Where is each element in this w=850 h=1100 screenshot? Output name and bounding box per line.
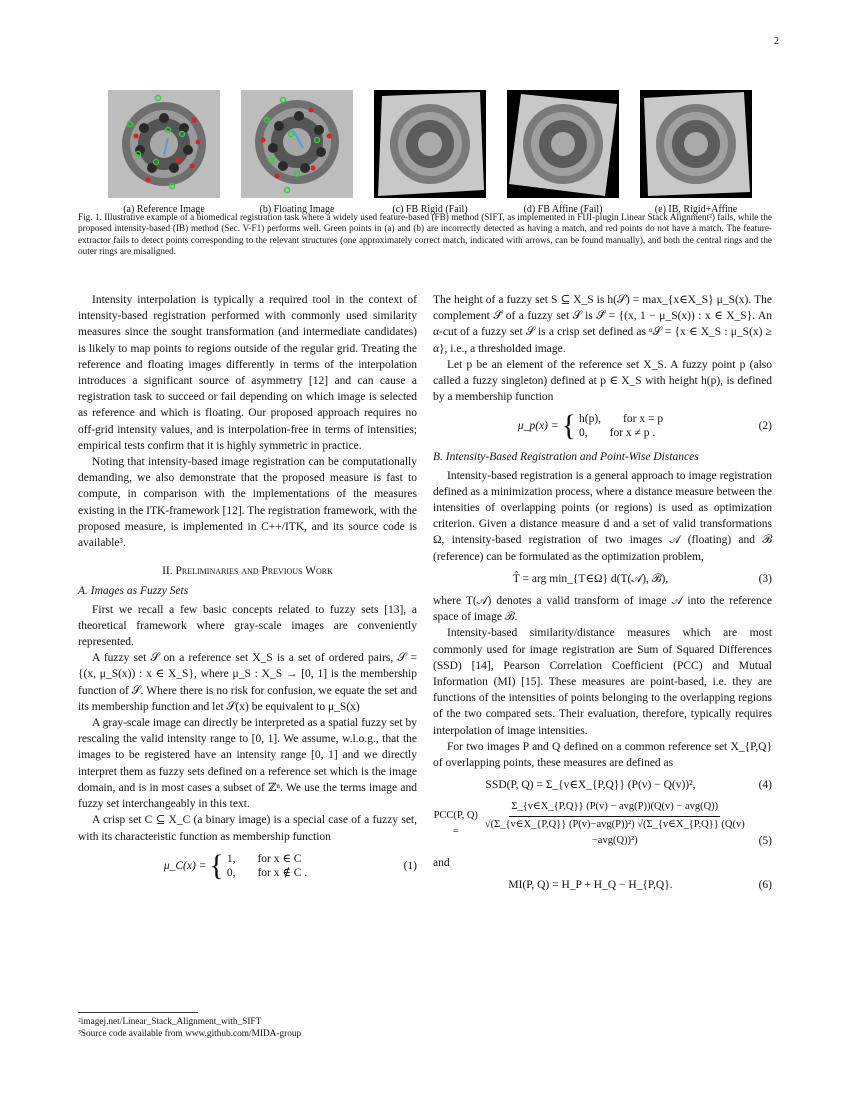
subsection-heading: A. Images as Fuzzy Sets xyxy=(78,585,189,598)
paragraph: The height of a fuzzy set S ⊆ X_S is h(𝒮) = max_{x∈X_S} μ_S(x). The complement 𝒮̄ of a fuzzy set 𝒮 is 𝒮̄ = {(x, 1 − μ_S(x)) : x ∈ X_S}. An α-cut of a fuzzy set 𝒮 is a crisp set defined as ᵅ𝒮 = {x ∈ X_S : μ_S(x) ≥ α}, i.e., a thresholded image. xyxy=(433,294,772,355)
fraction-denominator: √(Σ_{v∈X_{P,Q}} (P(v)−avg(P))²) √(Σ_{v∈X_{P,Q}} (Q(v)−avg(Q))²) xyxy=(484,818,745,846)
ib-rigid-affine-image xyxy=(640,90,752,198)
subfigure-b xyxy=(233,90,361,215)
footnote: ³Source code available from www.github.com/MIDA-group xyxy=(78,1029,302,1039)
floating-image xyxy=(241,90,353,198)
figure-1 xyxy=(100,90,760,215)
paragraph: For two images P and Q defined on a common reference set X_{P,Q} of overlapping points, these measures are defined as xyxy=(433,740,772,770)
left-brace: { xyxy=(209,848,224,882)
equation-lhs: μ_C(x) = xyxy=(163,859,207,872)
case-value: 0, xyxy=(226,866,236,879)
equation-4 xyxy=(433,777,772,793)
fb-rigid-image xyxy=(374,90,486,198)
page-number: 2 xyxy=(774,36,779,47)
subfigure-caption: (a) Reference Image xyxy=(123,204,205,215)
equation-number: (2) xyxy=(758,420,772,433)
equation-body: T̂ = arg min_{T∈Ω} d(T(𝒜), ℬ), xyxy=(512,572,669,585)
figure-caption: Fig. 1. Illustrative example of a biomedical registration task where a widely used feature-based (FB) method (SIFT, as implemented in FIJI-plugin Linear Stack Alignment²) fails, while the proposed intensity-based (IB) method (Sec. V-F1) performs well. Green points in (a) and (b) are incorrectly detected as having a match, and red points do not have a match. The feature-extractor fails to detect points corresponding to the relevant structures (one approximately correct match, indicated with arrows, can be found manually), and both the central rings and the outer rings are misaligned. xyxy=(78,212,772,256)
paragraph: Let p be an element of the reference set X_S. A fuzzy point p (also called a fuzzy singleton) defined at p ∈ X_S with height h(p), is defined by a membership function xyxy=(433,358,772,404)
paragraph: Noting that intensity-based image registration can be computationally demanding, we also demonstrate that the proposed measure is fast to compute, in comparison with the implementations of the measures existing in the ITK-framework [12]. The registration framework, with the proposed measure, is implemented in C++/ITK, and its source code is available³. xyxy=(78,456,417,550)
paragraph: First we recall a few basic concepts related to fuzzy sets [13], a theoretical framework where gray-scale images are conveniently represented. xyxy=(78,603,417,649)
fraction xyxy=(482,799,748,849)
subfigure-a xyxy=(100,90,228,215)
left-column xyxy=(78,292,417,887)
left-brace: { xyxy=(561,409,576,443)
case-condition: for x = p xyxy=(623,413,664,426)
equation-3 xyxy=(433,571,772,587)
equation-body: SSD(P, Q) = Σ_{v∈X_{P,Q}} (P(v) − Q(v))², xyxy=(485,779,696,792)
case-condition: for x ≠ p . xyxy=(609,427,656,440)
case-value: 0, xyxy=(579,427,588,440)
paragraph: Intensity-based registration is a general approach to image registration defined as a minimization process, where a distance measure between the intensities of overlapping points (or regions) is used as optimization criterion. Given a distance measure d and a set of valid transformations Ω, intensity-based registration of two images 𝒜 (floating) and ℬ (reference) can be formulated as the optimization problem, xyxy=(433,469,772,563)
equation-number: (6) xyxy=(758,879,772,892)
section-heading: II. Preliminaries and Previous Work xyxy=(162,565,333,578)
case-condition: for x ∈ C xyxy=(257,852,302,865)
right-column xyxy=(433,292,772,900)
fraction-numerator: Σ_{v∈X_{P,Q}} (P(v) − avg(P))(Q(v) − avg(Q)) xyxy=(509,799,720,816)
paragraph: Intensity interpolation is typically a required tool in the context of intensity-based registration performed with commonly used similarity measures since the sought transformation (and intermediate candidates) is likely to map points to regions outside of the regular grid. Treating the reference and floating images differently in terms of the interpolation introduces a significant source of asymmetry [12] and can cause a registration task to succeed or fail depending on which image is selected as reference and which is floating. Our proposed approach requires no off-grid intensity values, and is interpolation-free in terms of intensities; empirical tests confirm that it is highly symmetric in practice. xyxy=(78,294,417,452)
equation-number: (5) xyxy=(758,834,772,847)
footnotes xyxy=(78,1012,417,1040)
paragraph: A crisp set C ⊆ X_C (a binary image) is a special case of a fuzzy set, with its characteristic function as membership function xyxy=(78,814,417,843)
equation-1 xyxy=(78,848,417,882)
subfigure-d xyxy=(499,90,627,215)
paragraph: and xyxy=(433,857,450,870)
equation-number: (1) xyxy=(403,859,417,872)
equation-6 xyxy=(433,877,772,893)
equation-body: MI(P, Q) = H_P + H_Q − H_{P,Q}. xyxy=(508,879,673,892)
equation-number: (3) xyxy=(758,572,772,585)
subfigure-caption: (e) IB, Rigid+Affine xyxy=(654,204,738,215)
paragraph: Intensity-based similarity/distance measures which are most commonly used for image registration are Sum of Squared Differences (SSD) [14], Pearson Correlation Coefficient (PCC) and Mutual Information (MI) [15]. These measures are point-based, i.e. they are functions of the intensities of points belonging to the overlapping regions of the two compared sets. Their evaluation, therefore, typically requires interpolation of image intensities. xyxy=(433,627,772,737)
paragraph: where T(𝒜) denotes a valid transform of image 𝒜 into the reference space of image ℬ. xyxy=(433,595,772,624)
reference-image xyxy=(108,90,220,198)
subfigure-e xyxy=(632,90,760,215)
equation-2 xyxy=(433,411,772,441)
fb-affine-image xyxy=(507,90,619,198)
case-value: 1, xyxy=(226,852,236,865)
footnote: ²imagej.net/Linear_Stack_Alignment_with_SIFT xyxy=(78,1017,262,1027)
subfigure-caption: (c) FB Rigid (Fail) xyxy=(392,204,468,215)
paragraph: A fuzzy set 𝒮 on a reference set X_S is a set of ordered pairs, 𝒮 = {(x, μ_S(x)) : x ∈ X_S}, where μ_S : X_S → [0, 1] is the membership function of 𝒮. Where there is no risk for confusion, we equate the set and its membership function and let 𝒮(x) be equivalent to μ_S(x) xyxy=(78,652,417,713)
case-condition: for x ∉ C . xyxy=(257,866,308,879)
subfigure-caption: (d) FB Affine (Fail) xyxy=(523,204,603,215)
footnote-rule xyxy=(78,1012,198,1013)
equation-number: (4) xyxy=(758,779,772,792)
equation-5 xyxy=(433,799,772,849)
equation-lhs: μ_p(x) = xyxy=(517,420,559,433)
subfigure-caption: (b) Floating Image xyxy=(259,204,335,215)
subfigure-c xyxy=(366,90,494,215)
subsection-heading: B. Intensity-Based Registration and Point-Wise Distances xyxy=(433,451,699,464)
case-value: h(p), xyxy=(579,413,602,426)
paragraph: A gray-scale image can directly be interpreted as a spatial fuzzy set by rescaling the valid intensity range to [0, 1]. We assume, w.l.o.g., that the images to be registered have an intensity range [0, 1] and we directly interpret them as fuzzy sets defined on a reference set which is the image domain, and is in most cases a subset of ℤⁿ. We use the terms image and fuzzy set interchangeably in this text. xyxy=(78,717,417,811)
equation-lhs: PCC(P, Q) = xyxy=(433,810,478,838)
